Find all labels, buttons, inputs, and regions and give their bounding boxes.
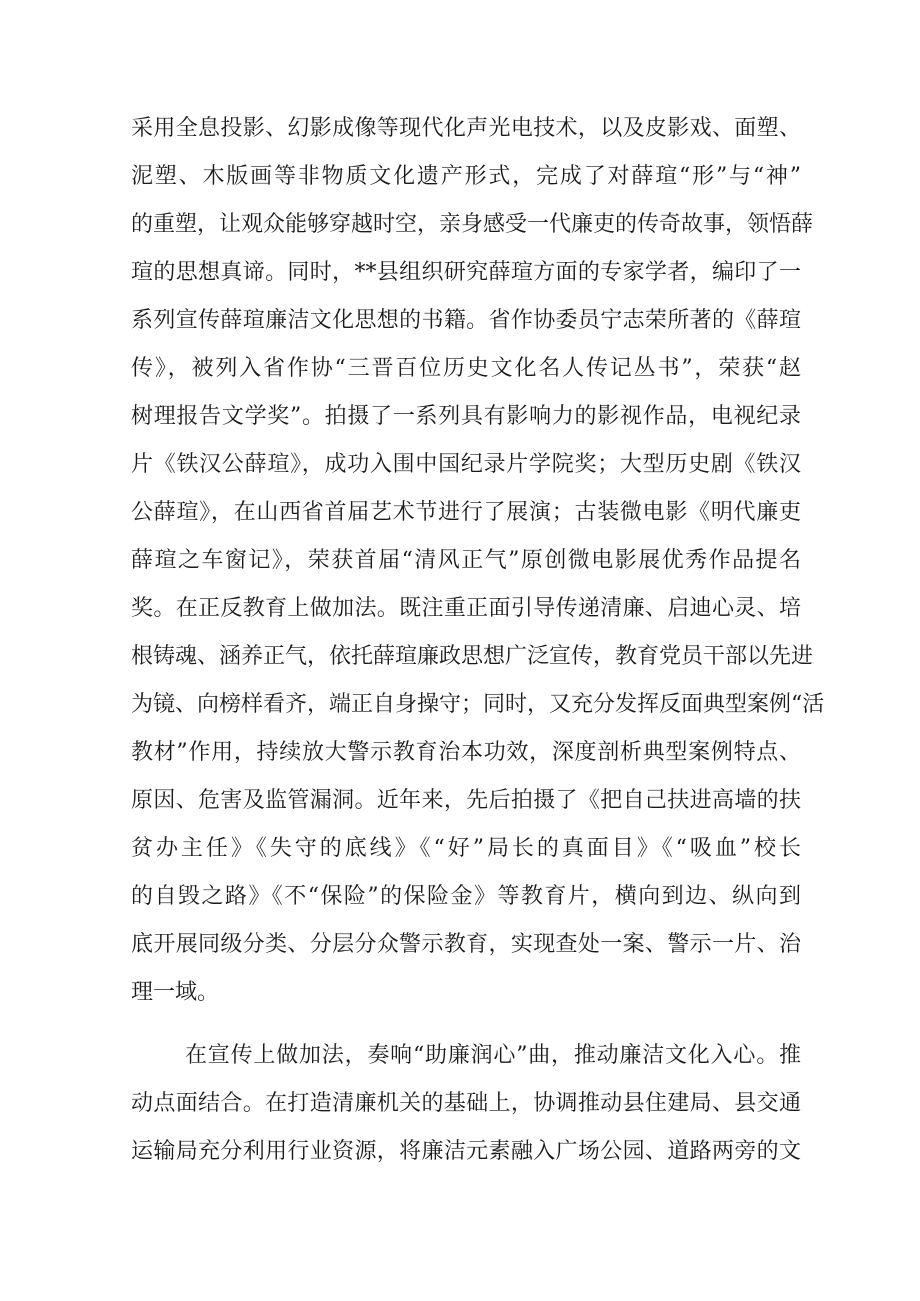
paragraph-line: 为镜、向榜样看齐，端正自身操守；同时，又充分发挥反面典型案例“活	[131, 692, 825, 717]
paragraph-line: 泥塑、木版画等非物质文化遗产形式，完成了对薛瑄“形”与“神”	[131, 164, 801, 189]
paragraph-line: 理一域。	[131, 980, 220, 1005]
paragraph-line: 原因、危害及监管漏洞。近年来，先后拍摄了《把自己扶进高墙的扶	[131, 788, 801, 813]
paragraph-line: 的重塑，让观众能够穿越时空，亲身感受一代廉吏的传奇故事，领悟薛	[131, 212, 814, 237]
paragraph-line: 系列宣传薛瑄廉洁文化思想的书籍。省作协委员宁志荣所著的《薛瑄	[131, 308, 801, 333]
paragraph-line: 瑄的思想真谛。同时，**县组织研究薛瑄方面的专家学者，编印了一	[131, 260, 801, 285]
paragraph-line: 片《铁汉公薛瑄》，成功入围中国纪录片学院奖；大型历史剧《铁汉	[131, 452, 801, 477]
paragraph-line: 根铸魂、涵养正气，依托薛瑄廉政思想广泛宣传，教育党员干部以先进	[131, 644, 814, 669]
paragraph-line: 公薛瑄》，在山西省首届艺术节进行了展演；古装微电影《明代廉吏	[131, 500, 801, 525]
paragraph-line: 底开展同级分类、分层分众警示教育，实现查处一案、警示一片、治	[131, 932, 801, 957]
paragraph-line: 教材”作用，持续放大警示教育治本功效，深度剖析典型案例特点、	[131, 740, 801, 765]
paragraph-line: 动点面结合。在打造清廉机关的基础上，协调推动县住建局、县交通	[131, 1091, 801, 1116]
paragraph-line: 薛瑄之车窗记》，荣获首届“清风正气”原创微电影展优秀作品提名	[131, 548, 801, 573]
paragraph-line: 在宣传上做加法，奏响“助廉润心”曲，推动廉洁文化入心。推	[185, 1043, 801, 1068]
paragraph-line: 奖。在正反教育上做加法。既注重正面引导传递清廉、启迪心灵、培	[131, 596, 801, 621]
paragraph-line: 树理报告文学奖”。拍摄了一系列具有影响力的影视作品，电视纪录	[131, 404, 801, 429]
paragraph-line: 贫办主任》《失守的底线》《“好”局长的真面目》《“吸血”校长	[131, 836, 801, 861]
paragraph-line: 运输局充分利用行业资源，将廉洁元素融入广场公园、道路两旁的文	[131, 1139, 801, 1164]
paragraph-line: 传》，被列入省作协“三晋百位历史文化名人传记丛书”，荣获“赵	[131, 356, 801, 381]
paragraph-line: 的自毁之路》《不“保险”的保险金》等教育片，横向到边、纵向到	[131, 884, 801, 909]
paragraph-line: 采用全息投影、幻影成像等现代化声光电技术，以及皮影戏、面塑、	[131, 116, 801, 141]
